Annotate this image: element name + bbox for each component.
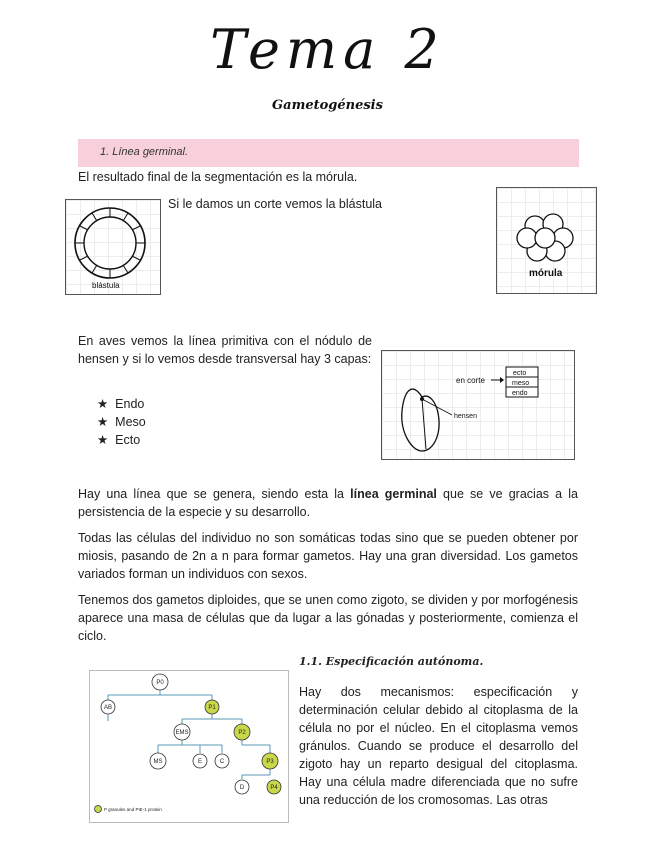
star-icon: ★ xyxy=(97,433,109,447)
paragraph-birds: En aves vemos la línea primitiva con el nódulo de hensen y si lo vemos desde transversal hay 3 capas: xyxy=(78,334,372,366)
cell-ms: MS xyxy=(153,759,163,765)
paragraph-germ-line: Hay una línea que se genera, siendo esta la línea germinal que se ve gracias a la persistencia de la especie y su desarrollo. xyxy=(78,487,579,519)
list-item: ★ Meso xyxy=(97,415,146,429)
lineage-drawing xyxy=(90,671,288,822)
layer-ecto-label: ecto xyxy=(513,370,527,377)
cell-p3: P3 xyxy=(266,759,274,765)
subsection-heading: 1.1. Especificación autónoma. xyxy=(299,655,484,668)
cell-ab: AB xyxy=(103,705,113,711)
morula-drawing xyxy=(497,188,596,293)
list-item: ★ Endo xyxy=(97,397,145,411)
morula-label: mórula xyxy=(529,268,563,279)
paragraph-morula: El resultado final de la segmentación es la mórula. xyxy=(78,170,358,184)
layer-list xyxy=(97,395,146,449)
star-icon: ★ xyxy=(97,415,109,429)
cell-ems: EMS xyxy=(175,730,189,736)
layer-endo-label: endo xyxy=(512,390,528,397)
cell-c: C xyxy=(219,759,225,765)
page-subtitle: Gametogénesis xyxy=(272,98,383,113)
cell-p1: P1 xyxy=(208,705,216,711)
paragraph-blastula: Si le damos un corte vemos la blástula xyxy=(168,197,382,211)
blastula-figure xyxy=(65,199,161,295)
primitive-line-drawing xyxy=(382,351,574,459)
cell-e: E xyxy=(197,759,203,765)
page-title: Tema 2 xyxy=(210,18,445,81)
layer-meso-label: meso xyxy=(512,380,530,387)
hensen-label: hensen xyxy=(454,413,477,420)
paragraph-mechanisms: Hay dos mecanismos: especificación y determinación celular debido al citoplasma de la célula no por el núcleo. En el citoplasma vemos gránulos. Cuando se produce el desarrollo del zigoto hay un reparto desigual del citoplasma. Hay una célula madre diferenciada que no sufre una reducción de los cromosomas. Las otras xyxy=(299,685,578,807)
germ-line-term: línea germinal xyxy=(350,487,437,501)
cell-p4: P4 xyxy=(270,785,278,791)
primitive-line-figure xyxy=(381,350,575,460)
morula-figure xyxy=(496,187,597,294)
cell-d: D xyxy=(239,785,245,791)
lineage-figure xyxy=(89,670,289,823)
blastula-drawing xyxy=(66,200,160,294)
section-heading: 1. Línea germinal. xyxy=(100,146,189,158)
cell-p2: P2 xyxy=(238,730,246,736)
paragraph-somatic: Todas las células del individuo no son somáticas todas sino que se pueden obtener por miosis, pasando de 2n a n para formar gametos. Hay una gran diversidad. Los gametos variados forman un individuos con sexos. xyxy=(78,531,578,581)
cell-p0: P0 xyxy=(156,680,164,686)
lineage-legend: P granules and PIE-1 protein xyxy=(104,807,162,812)
list-item: ★ Ecto xyxy=(97,433,141,447)
star-icon: ★ xyxy=(97,397,109,411)
paragraph-gametes: Tenemos dos gametos diploides, que se unen como zigoto, se dividen y por morfogénesis aparece una masa de células que da lugar a las gónadas y posteriormente, comienza el ciclo. xyxy=(78,593,578,643)
section-label: en corte xyxy=(456,376,485,385)
blastula-label: blástula xyxy=(92,281,120,290)
